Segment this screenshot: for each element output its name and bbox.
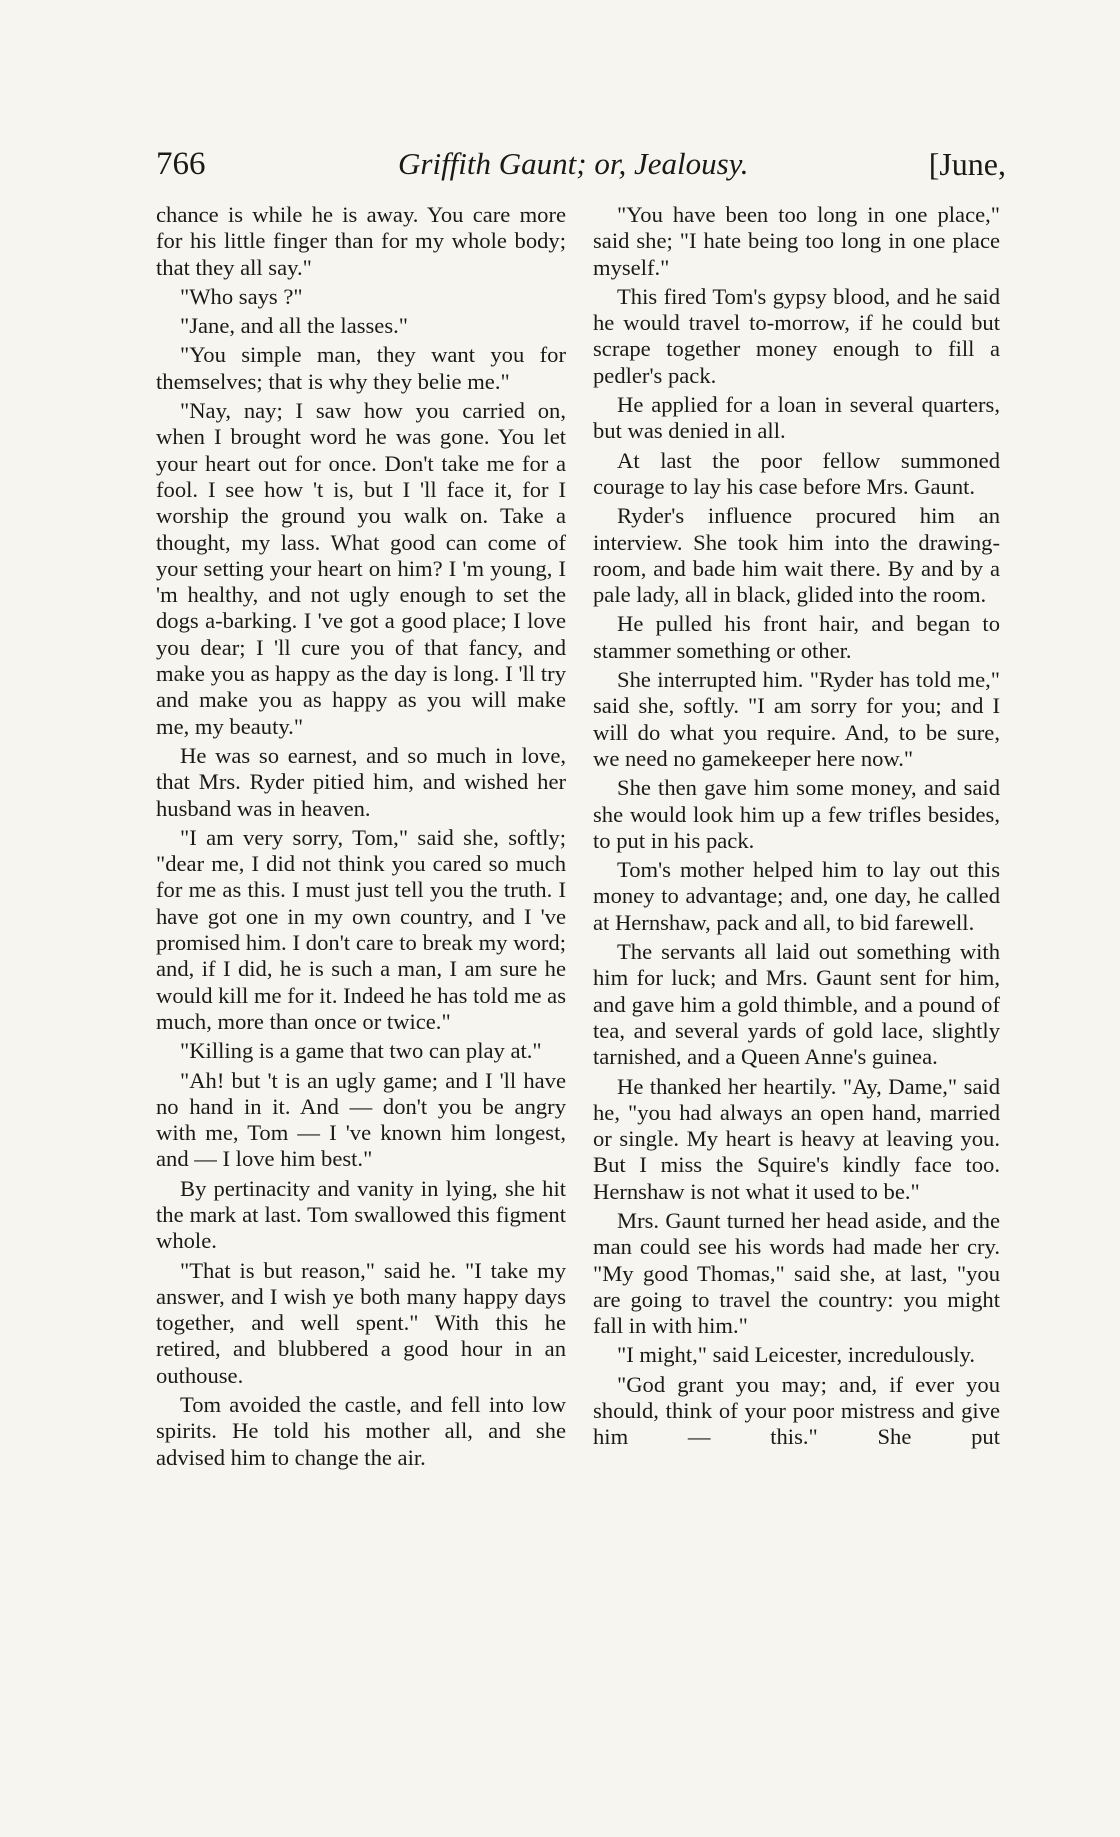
right-column: [593, 202, 1000, 1454]
paragraph: chance is while he is away. You care more for his little finger than for my whole body; that they all say.": [156, 202, 566, 280]
paragraph: By pertinacity and vanity in lying, she hit the mark at last. Tom swallowed this figment whole.: [156, 1175, 566, 1254]
left-column: [156, 202, 566, 1474]
paragraph: The servants all laid out something with him for luck; and Mrs. Gaunt sent for him, and gave him a gold thimble, and a pound of tea, and several yards of gold lace, slightly tarnished, and a Queen Anne's guinea.: [593, 939, 1000, 1070]
paragraph: "Killing is a game that two can play at.": [180, 1038, 542, 1064]
paragraph: "Ah! but 't is an ugly game; and I 'll have no hand in it. And — don't you be angry with me, Tom — I 've known him longest, and — I love him best.": [156, 1067, 566, 1172]
paragraph: "You have been too long in one place," said she; "I hate being too long in one place myself.": [593, 202, 1000, 280]
paragraph: Mrs. Gaunt turned her head aside, and the man could see his words had made her cry. "My good Thomas," said she, at last, "you are going to travel the country: you might fall in with him.": [593, 1207, 1000, 1339]
header-month: [June,: [928, 146, 1006, 182]
paragraph: He was so earnest, and so much in love, that Mrs. Ryder pitied him, and wished her husband was in heaven.: [156, 742, 566, 821]
paragraph: He applied for a loan in several quarters, but was denied in all.: [593, 392, 1000, 444]
paragraph: "Nay, nay; I saw how you carried on, when I brought word he was gone. You let your heart out for once. Don't take me for a fool. I see how 't is, but I 'll face it, for I worship the ground you walk on. Take a thought, my lass. What good can come of your setting your heart on him? I 'm young, I 'm healthy, and not ugly enough to set the dogs a-barking. I 've got a good place; I love you dear; I 'll cure you of that fancy, and make you as happy as the day is long. I 'll try and make you as happy as you will make me, my beauty.": [156, 398, 566, 739]
page-header: [156, 146, 1006, 190]
paragraph: "I might," said Leicester, incredulously.: [617, 1342, 976, 1368]
paragraph: He thanked her heartily. "Ay, Dame," said he, "you had always an open hand, married or single. My heart is heavy at leaving you. But I miss the Squire's kindly face too. Hernshaw is not what it used to be.": [593, 1073, 1000, 1204]
page-number: 766: [156, 146, 206, 182]
paragraph: "God grant you may; and, if ever you should, think of your poor mistress and give him — this." She put: [593, 1371, 1000, 1450]
paragraph: At last the poor fellow summoned courage to lay his case before Mrs. Gaunt.: [593, 447, 1000, 499]
paragraph: He pulled his front hair, and began to stammer something or other.: [593, 611, 1000, 663]
paragraph: She interrupted him. "Ryder has told me," said she, softly. "I am sorry for you; and I will do what you require. And, to be sure, we need no gamekeeper here now.": [593, 667, 1000, 771]
running-title: Griffith Gaunt; or, Jealousy.: [398, 146, 749, 181]
paragraph: "I am very sorry, Tom," said she, softly; "dear me, I did not think you cared so much for me as this. I must just tell you the truth. I have got one in my own country, and I 've promised him. I don't care to break my word; and, if I did, he is such a man, I am sure he would kill me for it. Indeed he has told me as much, more than once or twice.": [156, 824, 566, 1034]
paragraph: She then gave him some money, and said she would look him up a few trifles besides, to put in his pack.: [593, 775, 1000, 853]
paragraph: "That is but reason," said he. "I take my answer, and I wish ye both many happy days together, and well spent." With this he retired, and blubbered a good hour in an outhouse.: [156, 1257, 566, 1388]
paragraph: "You simple man, they want you for themselves; that is why they belie me.": [156, 342, 566, 394]
paragraph: "Who says ?": [180, 283, 303, 309]
paragraph: Tom's mother helped him to lay out this money to advantage; and, one day, he called at Hernshaw, pack and all, to bid farewell.: [593, 857, 1000, 935]
paragraph: This fired Tom's gypsy blood, and he said he would travel to-morrow, if he could but scrape together money enough to fill a pedler's pack.: [593, 283, 1000, 388]
paragraph: "Jane, and all the lasses.": [180, 313, 409, 339]
paragraph: Ryder's influence procured him an interview. She took him into the drawing-room, and bade him wait there. By and by a pale lady, all in black, glided into the room.: [593, 503, 1000, 608]
paragraph: Tom avoided the castle, and fell into low spirits. He told his mother all, and she advised him to change the air.: [156, 1392, 566, 1470]
